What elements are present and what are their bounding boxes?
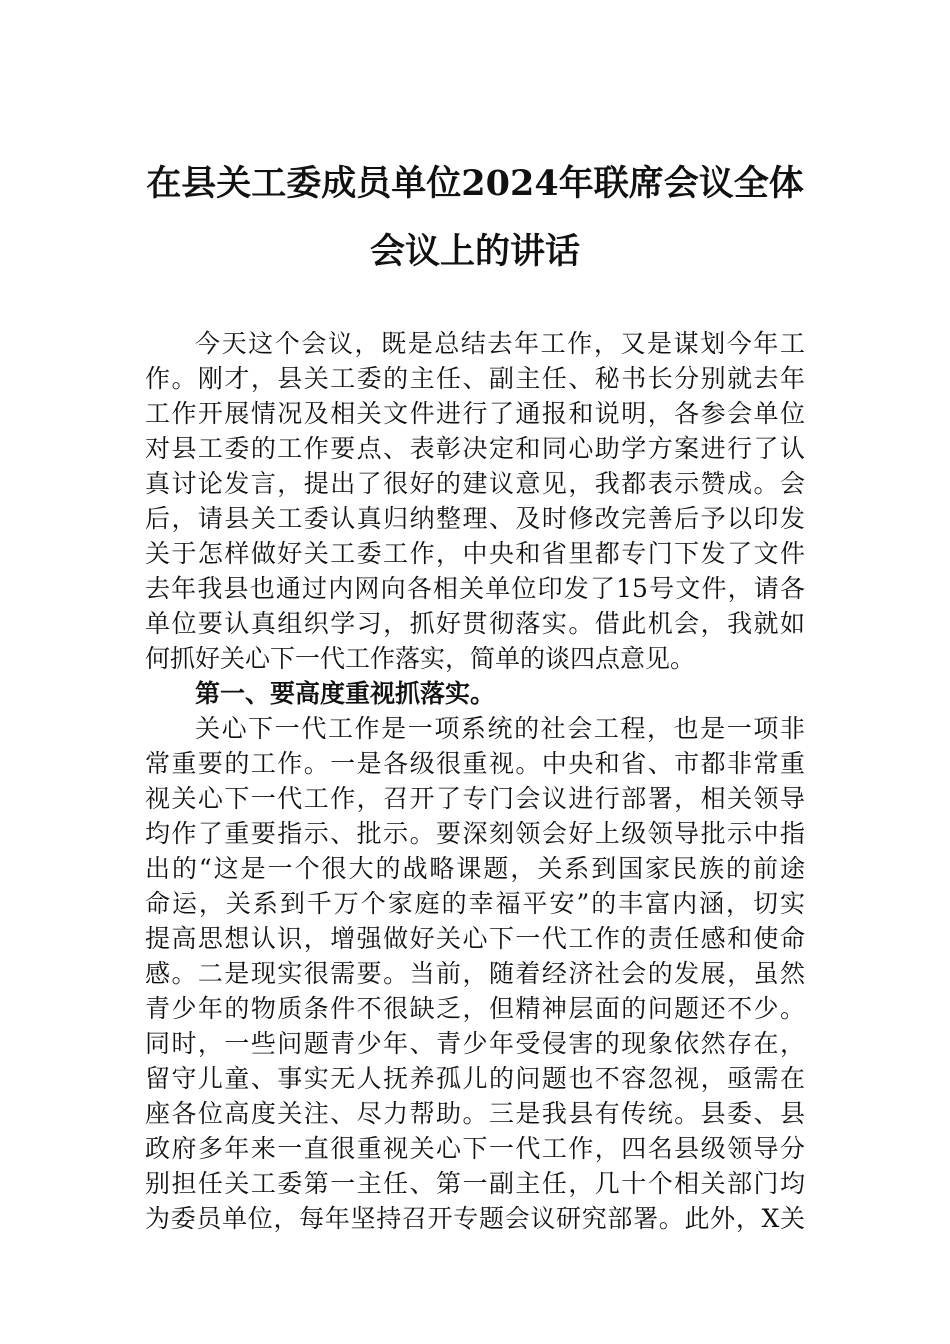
paragraph-line: 视关心下一代工作，召开了专门会议进行部署，相关领导: [145, 784, 805, 813]
section-heading: 第一、要高度重视抓落实。: [195, 679, 496, 708]
paragraph-line: 关于怎样做好关工委工作，中央和省里都专门下发了文件: [145, 539, 805, 568]
paragraph-line: 关心下一代工作是一项系统的社会工程，也是一项非: [195, 714, 805, 743]
paragraph-line: 政府多年来一直很重视关心下一代工作，四名县级领导分: [145, 1134, 805, 1163]
document-title-line-1: 在县关工委成员单位2024年联席会议全体: [146, 163, 804, 204]
paragraph-line: 命运，关系到千万个家庭的幸福平安”的丰富内涵，切实: [145, 889, 805, 918]
paragraph-line: 提高思想认识，增强做好关心下一代工作的责任感和使命: [145, 924, 805, 953]
paragraph-line: 别担任关工委第一主任、第一副主任，几十个相关部门均: [145, 1169, 805, 1198]
document-body: [145, 326, 805, 1236]
paragraph-line: 感。二是现实很需要。当前，随着经济社会的发展，虽然: [145, 959, 805, 988]
paragraph-line: 去年我县也通过内网向各相关单位印发了15号文件，请各: [145, 574, 805, 603]
paragraph-line: 座各位高度关注、尽力帮助。三是我县有传统。县委、县: [145, 1099, 805, 1128]
paragraph-line: 同时，一些问题青少年、青少年受侵害的现象依然存在，: [145, 1029, 805, 1058]
paragraph-line: 何抓好关心下一代工作落实，简单的谈四点意见。: [145, 644, 696, 673]
document-title-line-2: 会议上的讲话: [369, 231, 580, 272]
paragraph-line: 出的“这是一个很大的战略课题，关系到国家民族的前途: [145, 854, 805, 883]
paragraph-line: 工作开展情况及相关文件进行了通报和说明，各参会单位: [145, 399, 805, 428]
paragraph-line: 单位要认真组织学习，抓好贯彻落实。借此机会，我就如: [145, 609, 805, 638]
paragraph-line: 今天这个会议，既是总结去年工作，又是谋划今年工: [195, 329, 805, 358]
paragraph-line: 常重要的工作。一是各级很重视。中央和省、市都非常重: [145, 749, 805, 778]
paragraph-line: 为委员单位，每年坚持召开专题会议研究部署。此外，X关: [145, 1204, 805, 1233]
paragraph-line: 真讨论发言，提出了很好的建议意见，我都表示赞成。会: [145, 469, 805, 498]
paragraph-line: 青少年的物质条件不很缺乏，但精神层面的问题还不少。: [145, 994, 805, 1023]
paragraph-line: 后，请县关工委认真归纳整理、及时修改完善后予以印发: [145, 504, 805, 533]
paragraph-line: 作。刚才，县关工委的主任、副主任、秘书长分别就去年: [145, 364, 805, 393]
paragraph-line: 均作了重要指示、批示。要深刻领会好上级领导批示中指: [145, 819, 805, 848]
paragraph-line: 留守儿童、事实无人抚养孤儿的问题也不容忽视，亟需在: [145, 1064, 805, 1093]
paragraph-line: 对县工委的工作要点、表彰决定和同心助学方案进行了认: [145, 434, 805, 463]
